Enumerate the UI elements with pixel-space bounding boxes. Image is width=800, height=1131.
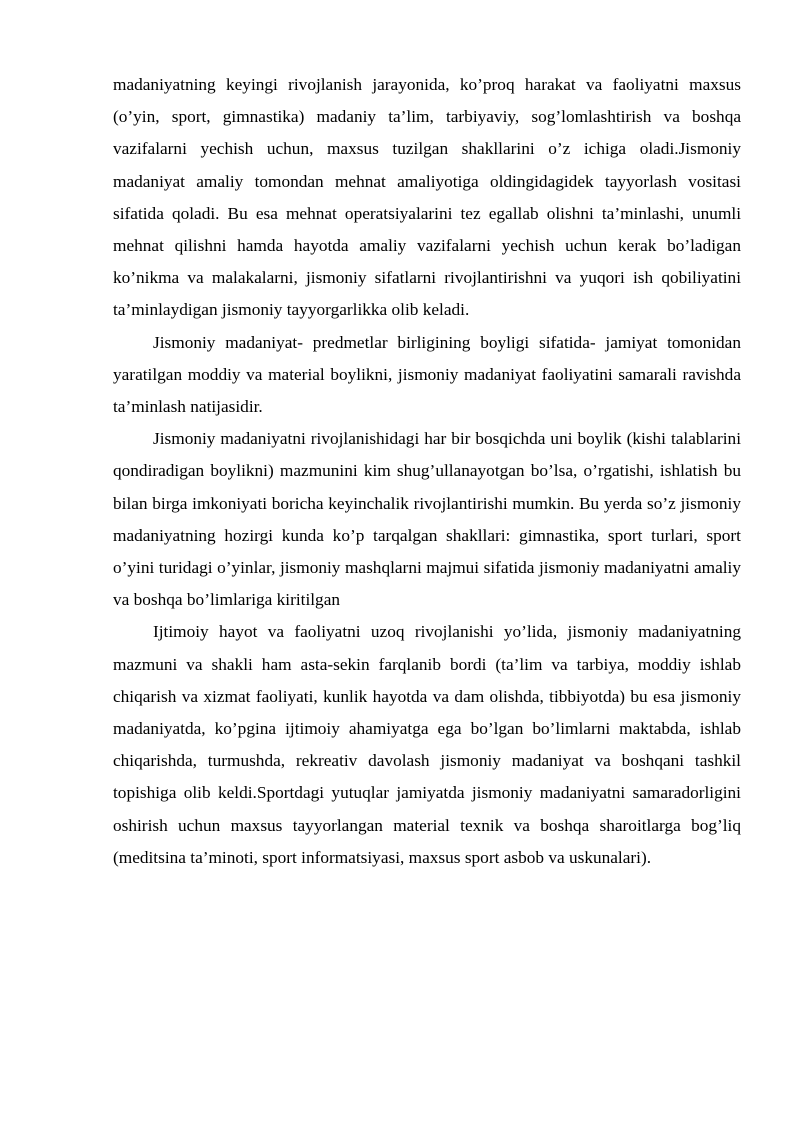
paragraph-continued: madaniyatning keyingi rivojlanish jarayonida, ko’proq harakat va faoliyatni maxsus (o’yin, sport, gimnastika) madaniy ta’lim, tarbiyaviy, sog’lomlashtirish va boshqa vazifalarni yechish uchun, maxsus tuzilgan shakllarini o’z ichiga oladi.Jismoniy madaniyat amaliy tomondan mehnat amaliyotiga oldingidagidek tayyorlash vositasi sifatida qoladi. Bu esa mehnat operatsiyalarini tez egallab olishni ta’minlashi, unumli mehnat qilishni hamda hayotda amaliy vazifalarni yechish uchun kerak bo’ladigan ko’nikma va malakalarni, jismoniy sifatlarni rivojlantirishni va yuqori ish qobiliyatini ta’minlaydigan jismoniy tayyorgarlikka olib keladi. (113, 75, 741, 320)
document-page (113, 69, 741, 874)
paragraph-development-stages: Jismoniy madaniyatni rivojlanishidagi har bir bosqichda uni boylik (kishi talablarini qondiradigan boylikni) mazmunini kim shug’ullanayotgan bo’lsa, o’rgatishi, ishlatish bu bilan birga imkoniyati boricha keyinchalik rivojlantirishi mumkin. Bu yerda so’z jismoniy madaniyatning hozirgi kunda ko’p tarqalgan shakllari: gimnastika, sport turlari, sport o’yini turidagi o’yinlar, jismoniy mashqlarni majmui sifatida jismoniy madaniyatni amaliy va boshqa bo’limlariga kiritilgan (113, 429, 741, 610)
paragraph-material-wealth: Jismoniy madaniyat- predmetlar birligining boyligi sifatida- jamiyat tomonidan yaratilgan moddiy va material boylikni, jismoniy madaniyat faoliyatini samarali ravishda ta’minlash natijasidir. (113, 332, 741, 417)
paragraph-social-life: Ijtimoiy hayot va faoliyatni uzoq rivojlanishi yo’lida, jismoniy madaniyatning mazmuni va shakli ham asta-sekin farqlanib bordi (ta’lim va tarbiya, moddiy ishlab chiqarish va xizmat faoliyati, kunlik hayotda va dam olishda, tibbiyotda) bu esa jismoniy madaniyatda, ko’pgina ijtimoiy ahamiyatga ega bo’lgan bo’limlarni maktabda, ishlab chiqarishda, turmushda, rekreativ davolash jismoniy madaniyat va boshqani tashkil topishiga olib keldi.Sportdagi yutuqlar jamiyatda jismoniy madaniyatni samaradorligini oshirish uchun maxsus tayyorlangan material texnik va boshqa sharoitlarga bog’liq (meditsina ta’minoti, sport informatsiyasi, maxsus sport asbob va uskunalari). (113, 622, 741, 867)
